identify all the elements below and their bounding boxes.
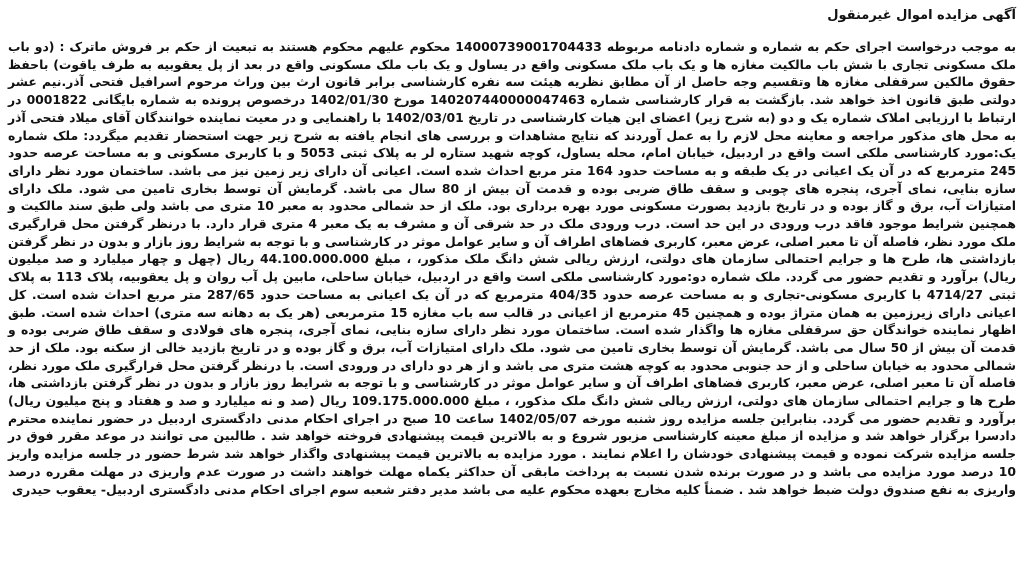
notice-title: آگهی مزایده اموال غیرمنقول bbox=[827, 8, 1016, 23]
notice-body: به موجب درخواست اجرای حکم به شماره و شماره دادنامه مربوطه 14000739001704433 محکوم علیهم محکوم هستند به تبعیت از حکم بر فروش ماترک : (دو باب ملک مسکونی تجاری با شش باب مالکیت مغازه ها و یک باب ملک مسکونی واقع در یساول و یک باب ملک مسکونی واقع در بعد از پل یعقوبیه به طرف یاقوت) باحفظ حقوق مالکین سرقفلی مغازه ها وتقسیم وجه حاصل از آن مطابق نظریه هیئت سه نفره کارشناسی برابر قانون ارث بین وراث مرحوم اسرافیل فتحی آذر.نیم عشر دولتی طبق قانون اخذ خواهد شد. بازگشت به قرار کارشناسی شماره 140207440000047463 مورخ 1402/01/30 درخصوص پرونده به شماره بایگانی 0001822 در ارتباط با ارزیابی املاک شماره یک و دو (به شرح زیر) اعضای این هیات کارشناسی در تاریخ 1402/03/01 با راهنمایی و در معیت نماینده خوانندگان آقای میلاد فتحی آذر به محل های مذکور مراجعه و معاینه محل لازم را به عمل آوردند که نتایج مشاهدات و بررسی های انجام یافته به شرح زیر جهت استحضار تقدیم میگردد: ملک شماره یک:مورد کارشناسی ملکی است واقع در اردبیل، خیابان امام، محله یساول، کوچه شهید ستاره لر به پلاک ثبتی 5053 و با کاربری مسکونی و به مساحت عرصه حدود 245 مترمربع که در آن یک اعیانی در یک طبقه و به مساحت حدود 164 متر مربع احداث شده است. اعیانی آن دارای زیر زمین نیز می باشد. ساختمان مورد نظر دارای سازه بنایی، نمای آجری، پنجره های چوبی و سقف طاق ضربی بوده و قدمت آن بیش از 80 سال می باشد. گرمایش آن توسط بخاری تامین می شود. ملک دارای امتیازات آب، برق و گاز بوده و در تاریخ بازدید بصورت مسکونی مورد بهره برداری بود. ملک از حد شمالی محدود به معبر 10 متری می باشد ولی طبق سند مالکیت و همچنین شرایط موجود فاقد درب ورودی در این حد است. درب ورودی ملک در حد شرقی آن و مشرف به یک معبر 4 متری قرار دارد. با درنظر گرفتن محل قرارگیری ملک مورد نظر، فاصله آن تا معبر اصلی، عرض معبر، کاربری فضاهای اطراف آن و سایر عوامل موثر در کارشناسی و با توجه به شرایط روز بازار و بدون در نظر گرفتن بازداشتی ها، طرح ها و جرایم احتمالی سازمان های دولتی، ارزش ریالی شش دانگ ملک مذکور، ، مبلغ 44.100.000.000 ریال (چهل و چهار میلیارد و صد میلیون ریال) برآورد و تقدیم حضور می گردد. ملک شماره دو:مورد کارشناسی ملکی است واقع در اردبیل، خیابان ساحلی، مابین پل آب روان و پل یعقوبیه، پلاک 113 به پلاک ثبتی 4714/27 با کاربری مسکونی-تجاری و به مساحت عرصه حدود 404/35 مترمربع که در آن یک اعیانی به مساحت حدود 287/65 متر مربع احداث شده است. کل اعیانی دارای زیرزمین به همان متراژ بوده و همچنین 45 مترمربع از اعیانی در قالب سه باب مغازه 15 مترمربعی (هر یک به دهانه سه متری) احداث شده است. طبق اظهار نماینده خواندگان حق سرقفلی مغازه ها واگذار شده است. ساختمان مورد نظر دارای سازه بنایی، نمای آجری، پنجره های فولادی و سقف طاق ضربی بوده و قدمت آن بیش از 50 سال می باشد. گرمایش آن توسط بخاری تامین می شود. ملک دارای امتیازات آب، برق و گاز بوده و در تاریخ بازدید خالی از سکنه بود. ملک از حد شمالی محدود به خیابان ساحلی و از حد جنوبی محدود به کوچه هشت متری می باشد و از هر دو دارای در ورودی است. با درنظر گرفتن محل قرارگیری ملک مورد نظر، فاصله آن تا معبر اصلی، عرض معبر، کاربری فضاهای اطراف آن و سایر عوامل موثر در کارشناسی و با توجه به شرایط روز بازار و بدون در نظر گرفتن بازداشتی ها، طرح ها و جرایم احتمالی سازمان های دولتی، ارزش ریالی شش دانگ ملک مذکور، ، مبلغ 109.175.000.000 ریال (صد و نه میلیارد و صد و هفتاد و پنج میلیون ریال) برآورد و تقدیم حضور می گردد. بنابراین جلسه مزایده روز شنبه مورخه 1402/05/07 ساعت 10 صبح در اجرای احکام مدنی دادگستری اردبیل در حضور نماینده محترم دادسرا برگزار خواهد شد و مزایده از مبلغ معینه کارشناسی مزبور شروع و به بالاترین قیمت پیشنهادی فروخته خواهد شد . طالبین می توانند در موعد مقرر فوق در جلسه مزایده شرکت نموده و قیمت پیشنهادی خودشان را اعلام نمایند . مورد مزایده به بالاترین قیمت پیشنهادی واگذار خواهد شد شرط حضور در جلسه مزایده واریز 10 درصد مورد مزایده می باشد و در صورت برنده شدن نسبت به پرداخت مابقی آن حداکثر یکماه مهلت خواهند داشت در صورت عدم واریزی در مهلت مقرره درصد واریزی به نفع صندوق دولت ضبط خواهد شد . ضمناً کلیه مخارج بعهده محکوم علیه می باشد مدیر دفتر شعبه سوم اجرای احکام مدنی دادگستری اردبیل- یعقوب حیدری bbox=[8, 39, 1017, 497]
auction-notice bbox=[8, 4, 1016, 568]
